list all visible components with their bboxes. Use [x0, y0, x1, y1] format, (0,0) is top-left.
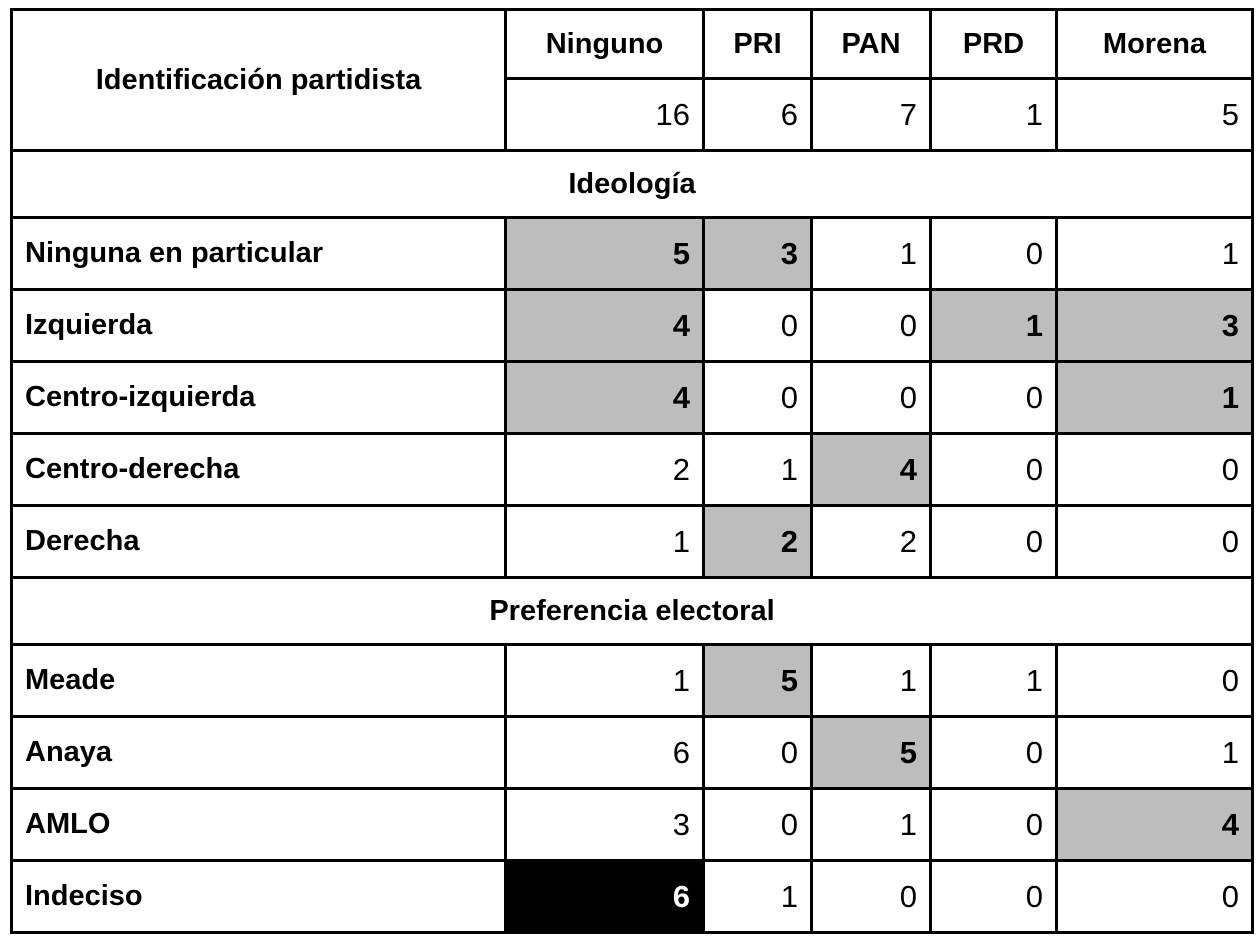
- party-count-morena: 5: [1057, 79, 1253, 151]
- highlighted-cell: 4: [1057, 789, 1253, 861]
- table-cell: 0: [1057, 506, 1253, 578]
- table-row: [12, 645, 1253, 717]
- row-label: Centro-izquierda: [12, 362, 506, 434]
- table-cell: 1: [506, 645, 704, 717]
- table-cell: 0: [1057, 434, 1253, 506]
- party-header-ninguno: Ninguno: [506, 10, 704, 79]
- table-cell: 1: [704, 434, 812, 506]
- table-cell: 0: [931, 362, 1057, 434]
- table-cell: 3: [506, 789, 704, 861]
- table-cell: 1: [1057, 717, 1253, 789]
- section-title: Preferencia electoral: [12, 578, 1253, 645]
- table-row: [12, 861, 1253, 933]
- table-cell: 0: [704, 789, 812, 861]
- row-label: Izquierda: [12, 290, 506, 362]
- table-cell: 1: [704, 861, 812, 933]
- row-label: Indeciso: [12, 861, 506, 933]
- party-count-ninguno: 16: [506, 79, 704, 151]
- table-row: [12, 362, 1253, 434]
- table-cell: 0: [1057, 645, 1253, 717]
- table-cell: 1: [931, 645, 1057, 717]
- table-row: [12, 290, 1253, 362]
- section-row: [12, 151, 1253, 218]
- highlighted-cell: 6: [506, 861, 704, 933]
- row-label: Derecha: [12, 506, 506, 578]
- row-label: AMLO: [12, 789, 506, 861]
- table-cell: 2: [506, 434, 704, 506]
- table-cell: 1: [812, 218, 931, 290]
- highlighted-cell: 4: [506, 362, 704, 434]
- highlighted-cell: 4: [812, 434, 931, 506]
- highlighted-cell: 4: [506, 290, 704, 362]
- table-cell: 0: [812, 362, 931, 434]
- party-count-pri: 6: [704, 79, 812, 151]
- table-cell: 0: [931, 861, 1057, 933]
- section-title: Ideología: [12, 151, 1253, 218]
- row-label: Anaya: [12, 717, 506, 789]
- highlighted-cell: 5: [506, 218, 704, 290]
- table-row: [12, 717, 1253, 789]
- table-row: [12, 789, 1253, 861]
- section-row: [12, 578, 1253, 645]
- highlighted-cell: 5: [812, 717, 931, 789]
- table-cell: 0: [931, 717, 1057, 789]
- table-cell: 0: [1057, 861, 1253, 933]
- highlighted-cell: 3: [1057, 290, 1253, 362]
- highlighted-cell: 2: [704, 506, 812, 578]
- party-count-pan: 7: [812, 79, 931, 151]
- highlighted-cell: 3: [704, 218, 812, 290]
- table-cell: 0: [812, 861, 931, 933]
- table-cell: 0: [704, 290, 812, 362]
- header-party-row: [12, 10, 1253, 79]
- highlighted-cell: 5: [704, 645, 812, 717]
- table-cell: 0: [931, 789, 1057, 861]
- crosstab-table: [10, 8, 1254, 934]
- party-header-pan: PAN: [812, 10, 931, 79]
- table-cell: 1: [812, 645, 931, 717]
- table-row: [12, 434, 1253, 506]
- table-cell: 0: [931, 218, 1057, 290]
- party-header-pri: PRI: [704, 10, 812, 79]
- table-cell: 1: [1057, 218, 1253, 290]
- table-cell: 0: [931, 506, 1057, 578]
- table-row: [12, 218, 1253, 290]
- table-cell: 1: [506, 506, 704, 578]
- highlighted-cell: 1: [1057, 362, 1253, 434]
- table-cell: 0: [812, 290, 931, 362]
- party-header-morena: Morena: [1057, 10, 1253, 79]
- row-label: Ninguna en particular: [12, 218, 506, 290]
- party-count-prd: 1: [931, 79, 1057, 151]
- table-cell: 0: [704, 362, 812, 434]
- table-row: [12, 506, 1253, 578]
- highlighted-cell: 1: [931, 290, 1057, 362]
- row-label: Meade: [12, 645, 506, 717]
- table-cell: 0: [704, 717, 812, 789]
- table-cell: 6: [506, 717, 704, 789]
- table-cell: 0: [931, 434, 1057, 506]
- row-label: Centro-derecha: [12, 434, 506, 506]
- table-title: Identificación partidista: [12, 10, 506, 151]
- party-header-prd: PRD: [931, 10, 1057, 79]
- table-cell: 1: [812, 789, 931, 861]
- table-cell: 2: [812, 506, 931, 578]
